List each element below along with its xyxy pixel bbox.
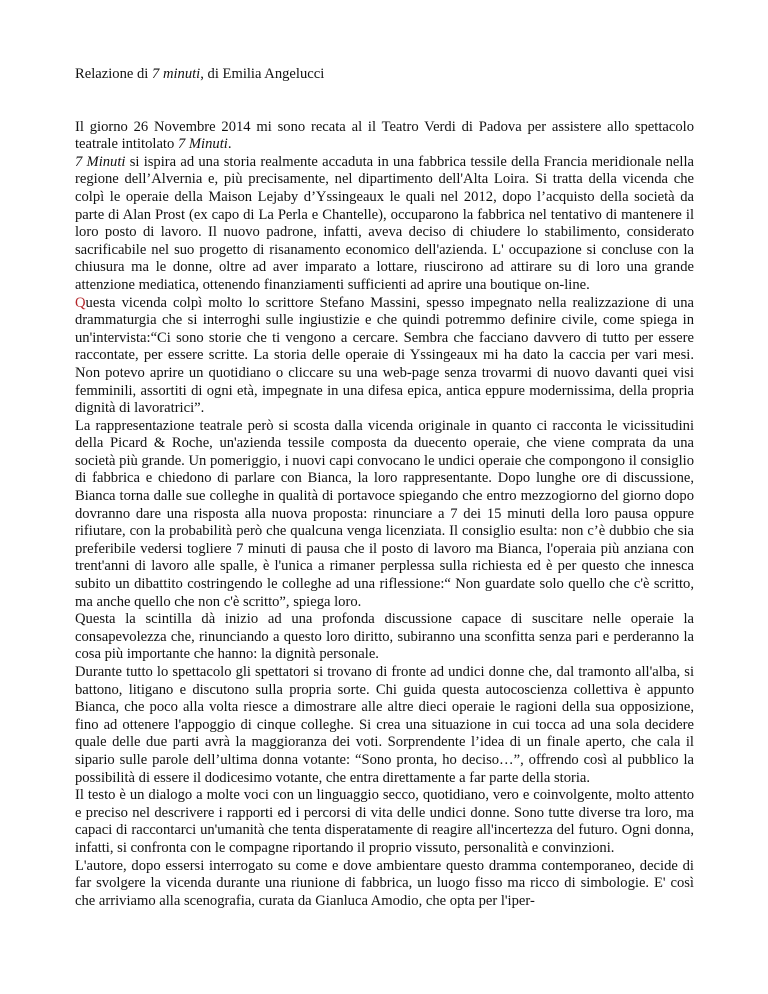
- title-work: 7 minuti: [152, 66, 201, 82]
- paragraph-2-work: 7 Minuti: [75, 153, 126, 170]
- paragraph-3: [75, 295, 694, 418]
- paragraph-3-text: uesta vicenda colpì molto lo scrittore Stefano Massini, spesso impegnato nella realizzazione di una drammaturgia che si interroghi sulle ingiustizie e che quindi potremmo definire civile, come spiega in un'intervista:“Ci sono storie che ti vengono a cercare. Sembra che facciano davvero di tutto per essere raccontate, per essere scritte. La storia delle operaie di Yssingeaux mi ha dato la caccia per vari mesi. Non potevo aprire un quotidiano o cliccare su una web-page senza trovarmi di nuovo davanti quei visi femminili, assortiti di ogni età, impegnate in una difesa epica, antica eppure modernissima, della propria dignità di lavoratrici”.: [75, 294, 694, 417]
- paragraph-5: Questa la scintilla dà inizio ad una profonda discussione capace di suscitare nelle operaie la consapevolezza che, rinunciando a questo loro diritto, subiranno una sconfitta senza pari e perderanno la cosa più importante che hanno: la dignità personale.: [75, 611, 694, 663]
- paragraph-2-text: si ispira ad una storia realmente accaduta in una fabbrica tessile della Francia meridionale nella regione dell’Alvernia e, più precisamente, nel dipartimento dell'Alta Loira. Si tratta della vicenda che colpì le operaie della Maison Lejaby d’Yssingeaux le quali nel 2012, dopo l’acquisto della società da parte di Alan Prost (ex capo di La Perla e Chantelle), occuparono la fabbrica nel tentativo di mantenere il loro posto di lavoro. Il nuovo padrone, infatti, aveva deciso di chiudere lo stabilimento, considerato sacrificabile nel suo progetto di risanamento economico dell'azienda. L' occupazione si concluse con la chiusura ma le donne, oltre ad aver imparato a lottare, riuscirono ad attirare su di loro una grande attenzione mediatica, ottenendo finanziamenti sufficienti ad aprire una boutique on-line.: [75, 153, 694, 293]
- paragraph-1-end: .: [227, 136, 232, 153]
- paragraph-1-text: Il giorno 26 Novembre 2014 mi sono recata al il Teatro Verdi di Padova per assistere allo spettacolo teatrale intitolato: [75, 118, 694, 153]
- title-suffix: , di Emilia Angelucci: [200, 66, 325, 82]
- paragraph-3-initial: Q: [75, 294, 86, 311]
- paragraph-1-work: 7 Minuti: [177, 136, 228, 153]
- paragraph-8: L'autore, dopo essersi interrogato su come e dove ambientare questo dramma contemporaneo, decide di far svolgere la vicenda durante una riunione di fabbrica, un luogo fisso ma ricco di simbologie. E' così che arriviamo alla scenografia, curata da Gianluca Amodio, che opta per l'iper-: [75, 857, 694, 909]
- paragraph-2: [75, 154, 694, 295]
- document-page: [75, 66, 694, 910]
- paragraph-6: Durante tutto lo spettacolo gli spettatori si trovano di fronte ad undici donne che, dal tramonto all'alba, si battono, litigano e discutono sulla propria sorte. Chi guida questa autocoscienza collettiva è appunto Bianca, che poco alla volta riesce a dimostrare alle altre dieci operaie le ragioni della sua opposizione, fino ad ottenere l'appoggio di cinque colleghe. Si crea una situazione in cui tocca ad una sola decidere quale delle due parti avrà la maggioranza dei voti. Sorprendente l’idea di un finale aperto, che cala il sipario sulle parole dell’ultima donna votante: “Sono pronta, ho deciso…”, offrendo così al pubblico la possibilità di essere il dodicesimo votante, che entra direttamente a far parte della storia.: [75, 664, 694, 786]
- document-title: [75, 66, 694, 84]
- document-body: [75, 119, 694, 911]
- paragraph-7: Il testo è un dialogo a molte voci con un linguaggio secco, quotidiano, vero e coinvolgente, molto attento e preciso nel descrivere i rapporti ed i percorsi di vita delle undici donne. Sono tutte diverse tra loro, ma capaci di raccontarci un'umanità che tenta disperatamente di reagire all'incertezza del futuro. Ogni donna, infatti, si confronta con le compagne riportando il proprio vissuto, personalità e convinzioni.: [75, 787, 694, 856]
- paragraph-1: [75, 119, 694, 154]
- title-prefix: Relazione di: [75, 66, 152, 82]
- paragraph-4: La rappresentazione teatrale però si scosta dalla vicenda originale in quanto ci racconta le vicissitudini della Picard & Roche, un'azienda tessile composta da duecento operaie, che viene comprata da una società più grande. Un pomeriggio, i nuovi capi convocano le undici operaie che compongono il consiglio di fabbrica e chiedono di parlare con Bianca, la loro rappresentante. Dopo lunghe ore di discussione, Bianca torna dalle sue colleghe in qualità di portavoce spiegando che entro mezzogiorno del giorno dopo dovranno dare una risposta alla nuova proposta: rinunciare a 7 dei 15 minuti della loro pausa oppure rifiutare, con la probabilità però che qualcuna venga licenziata. Il consiglio esulta: non c’è dubbio che sia preferibile vedersi togliere 7 minuti di pausa che il posto di lavoro ma Bianca, l'operaia più anziana con trent'anni di lavoro alle spalle, è l'unica a rimaner perplessa sulla richiesta ed è per questo che innesca subito un dibattito costringendo le colleghe ad una riflessione:“ Non guardate solo quello che c'è scritto, ma anche quello che non c'è scritto”, spiega loro.: [75, 417, 694, 610]
